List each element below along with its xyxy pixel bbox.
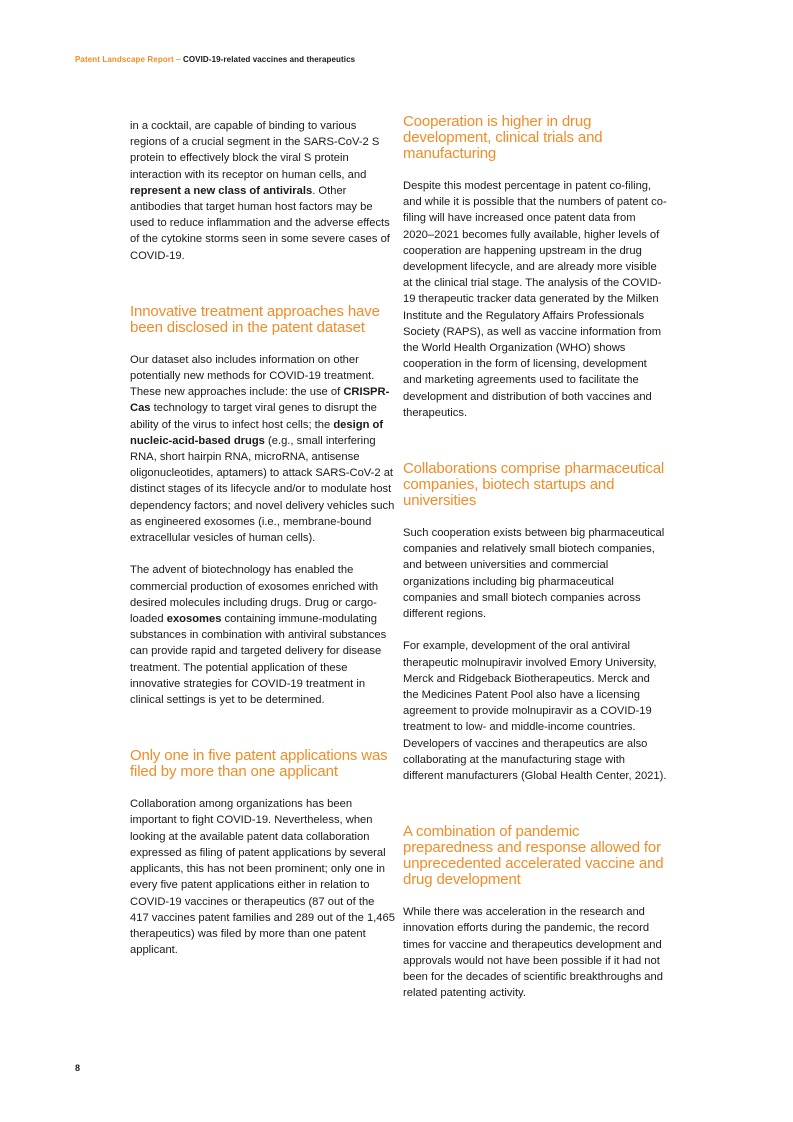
text-run: containing immune-modulating substances in combination with antiviral substances can provide rapid and targeted delivery for disease treatment. The potential application of these innovative strategies for COVID-19 treatment in clinical settings is yet to be determined. [130, 613, 387, 707]
left-column [130, 114, 395, 975]
paragraph-cooperation-exists: Such cooperation exists between big pharmaceutical companies and relatively small biotech companies, and between universities and commercial organizations including big pharmaceutical companies and small biotech companies across different regions. [403, 527, 665, 621]
text-run: . Other antibodies that target human host factors may be used to reduce inflammation and the adverse effects of the cytokine storms seen in some severe cases of COVID-19. [130, 184, 390, 262]
heading-innovative-treatment: Innovative treatment approaches have been disclosed in the patent dataset [130, 302, 380, 336]
bold-run: exosomes [166, 613, 222, 626]
bold-run: represent a new class of antivirals [130, 184, 313, 197]
bold-run: design of nucleic-acid-based drugs [130, 418, 384, 447]
heading-cooperation: Cooperation is higher in drug development, clinical trials and manufacturing [403, 113, 603, 162]
paragraph-antibodies [130, 118, 395, 264]
page-number: 8 [75, 1063, 81, 1073]
paragraph-new-methods [130, 352, 395, 546]
text-run: Our dataset also includes information on other potentially new methods for COVID-19 treatment. These new approaches include: the use of [130, 353, 375, 399]
heading-collaborations: Collaborations comprise pharmaceutical companies, biotech startups and universities [403, 460, 665, 510]
right-column [403, 114, 668, 1018]
header-separator: – [173, 55, 183, 64]
heading-preparedness: A combination of pandemic preparedness and response allowed for unprecedented accelerated vaccine and drug development [403, 823, 664, 889]
report-series-label: Patent Landscape Report [75, 55, 174, 64]
bold-run: CRISPR-Cas [130, 386, 390, 415]
report-title: COVID-19-related vaccines and therapeutics [182, 55, 356, 64]
text-run: technology to target viral genes to disrupt the ability of the virus to infect host cells; the [130, 402, 377, 431]
paragraph-exosomes [130, 562, 395, 708]
text-run: in a cocktail, are capable of binding to various regions of a crucial segment in the SARS-CoV-2 S protein to effectively block the viral S protein interaction with its receptor on human cells, and [130, 120, 380, 181]
paragraph-collaboration: Collaboration among organizations has been important to fight COVID-19. Nevertheless, when looking at the available patent data collaboration expressed as filing of patent applications by several applicants, this has not been prominent; only one in every five patent applications either in relation to COVID-19 vaccines or therapeutics (87 out of the 417 vaccines patent families and 289 out of the 1,465 therapeutics) was filed by more than one patent applicant. [130, 798, 395, 957]
paragraph-acceleration: While there was acceleration in the research and innovation efforts during the pandemic, the record times for vaccine and therapeutics development and approvals would not have been possible if it had not been for the decades of scientific breakthroughs and related patenting activity. [403, 906, 663, 1000]
text-run: The advent of biotechnology has enabled the commercial production of exosomes enriched with desired molecules including drugs. Drug or cargo-loaded [130, 564, 379, 626]
paragraph-co-filing: Despite this modest percentage in patent co-filing, and while it is possible that the numbers of patent co-filing will have increased once patent data from 2020–2021 becomes fully available, higher levels of cooperation are happening upstream in the drug development lifecycle, and are already more visible at the clinical trial stage. The analysis of the COVID-19 therapeutic tracker data generated by the Milken Institute and the Regulatory Affairs Professionals Society (RAPS), as well as vaccine information from the World Health Organization (WHO) shows cooperation in the form of licensing, development and marketing agreements used to facilitate the development and distribution of both vaccines and therapeutics. [403, 180, 667, 419]
running-header [75, 55, 355, 64]
text-run: (e.g., small interfering RNA, short hairpin RNA, microRNA, antisense oligonucleotides, aptamers) to attack SARS-CoV-2 at distinct stages of its lifecycle and/or to modulate host dependency factors; and novel delivery vehicles such as engineered exosomes (i.e., membrane-bound extracellular vesicles of human cells). [130, 434, 395, 545]
heading-one-in-five: Only one in five patent applications was filed by more than one applicant [130, 747, 388, 781]
paragraph-molnupiravir: For example, development of the oral antiviral therapeutic molnupiravir involved Emory University, Merck and Ridgeback Biotherapeutics. Merck and the Medicines Patent Pool also have a licensing agreement to provide molnupiravir as a COVID-19 treatment to low- and middle-income countries. Developers of vaccines and therapeutics are also collaborating at the manufacturing stage with different manufacturers (Global Health Center, 2021). [403, 640, 667, 783]
